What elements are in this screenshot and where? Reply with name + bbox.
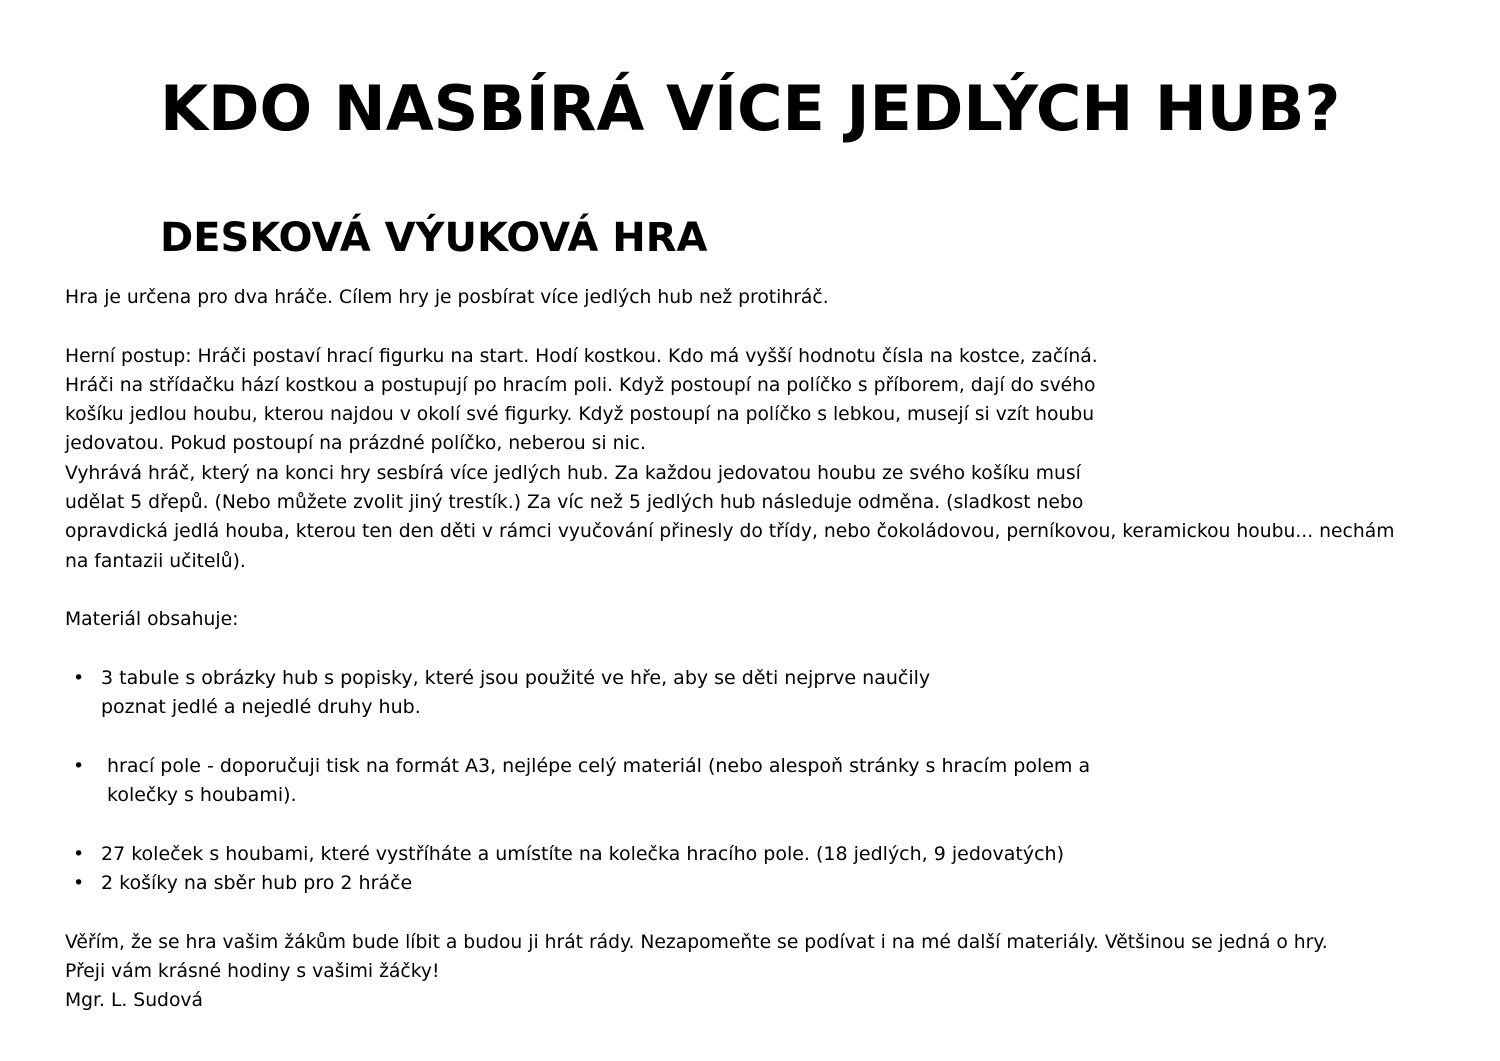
document-title: KDO NASBÍRÁ VÍCE JEDLÝCH HUB?	[160, 72, 1341, 145]
list-item	[65, 664, 1485, 723]
list-item-text: hrací pole - doporučuji tisk na formát A3, nejlépe celý materiál (nebo alespoň stránky s hracím polem a	[107, 754, 1091, 777]
rules-line: košíku jedlou houbu, kterou najdou v okolí své figurky. Když postoupí na políčko s lebkou, musejí si vzít houbu	[65, 404, 1095, 426]
bullet-icon: •	[73, 666, 85, 689]
paragraph-gap	[65, 722, 1485, 751]
paragraph-gap	[65, 898, 1485, 927]
list-item-text: 3 tabule s obrázky hub s popisky, které jsou použité ve hře, aby se děti nejprve naučily	[101, 666, 931, 689]
list-item-text: 2 košíky na sběr hub pro 2 hráče	[101, 871, 413, 894]
list-item-text: poznat jedlé a nejedlé druhy hub.	[101, 696, 421, 719]
bullet-icon: •	[73, 871, 85, 894]
paragraph-gap	[65, 635, 1485, 664]
rules-line: Herní postup: Hráči postaví hrací figurku na start. Hodí kostkou. Kdo má vyšší hodnotu čísla na kostce, začíná.	[65, 345, 1098, 367]
intro-paragraph: Hra je určena pro dva hráče. Cílem hry je posbírat více jedlých hub než protihráč.	[65, 287, 829, 308]
author-signature: Mgr. L. Sudová	[65, 990, 203, 1012]
rules-line: opravdická jedlá houba, kterou ten den děti v rámci vyučování přinesly do třídy, nebo čokoládovou, perníkovou, keramickou houbu... nechám	[65, 521, 1395, 543]
paragraph-gap	[65, 576, 1485, 605]
material-list	[65, 664, 1485, 898]
document-body	[65, 283, 1485, 1015]
rules-line: Vyhrává hráč, který na konci hry sesbírá více jedlých hub. Za každou jedovatou houbu ze svého košíku musí	[65, 462, 1081, 484]
rules-line: na fantazii učitelů).	[65, 550, 246, 572]
list-item	[65, 752, 1485, 811]
closing-paragraph	[65, 928, 1485, 1016]
list-item	[65, 840, 1485, 869]
document-subtitle: DESKOVÁ VÝUKOVÁ HRA	[160, 215, 708, 261]
list-item	[65, 869, 1485, 898]
material-heading: Materiál obsahuje:	[65, 609, 239, 631]
rules-paragraph	[65, 342, 1485, 576]
rules-line: udělat 5 dřepů. (Nebo můžete zvolit jiný trestík.) Za víc než 5 jedlých hub následuje odměna. (sladkost nebo	[65, 492, 1084, 514]
rules-line: jedovatou. Pokud postoupí na prázdné políčko, neberou si nic.	[65, 433, 646, 455]
closing-line: Přeji vám krásné hodiny s vašimi žáčky!	[65, 960, 440, 982]
paragraph-gap	[65, 312, 1485, 341]
rules-line: Hráči na střídačku hází kostkou a postupují po hracím poli. Když postoupí na políčko s příborem, dají do svého	[65, 374, 1096, 396]
closing-line: Věřím, že se hra vašim žákům bude líbit a budou ji hrát rády. Nezapomeňte se podívat i na mé další materiály. Většinou se jedná o hry.	[65, 931, 1328, 953]
list-item-text: kolečky s houbami).	[107, 784, 297, 807]
bullet-icon: •	[73, 842, 85, 865]
paragraph-gap	[65, 810, 1485, 839]
bullet-icon: •	[73, 754, 85, 777]
list-item-text: 27 koleček s houbami, které vystříháte a umístíte na kolečka hracího pole. (18 jedlých, 9 jedovatých)	[101, 842, 1065, 865]
